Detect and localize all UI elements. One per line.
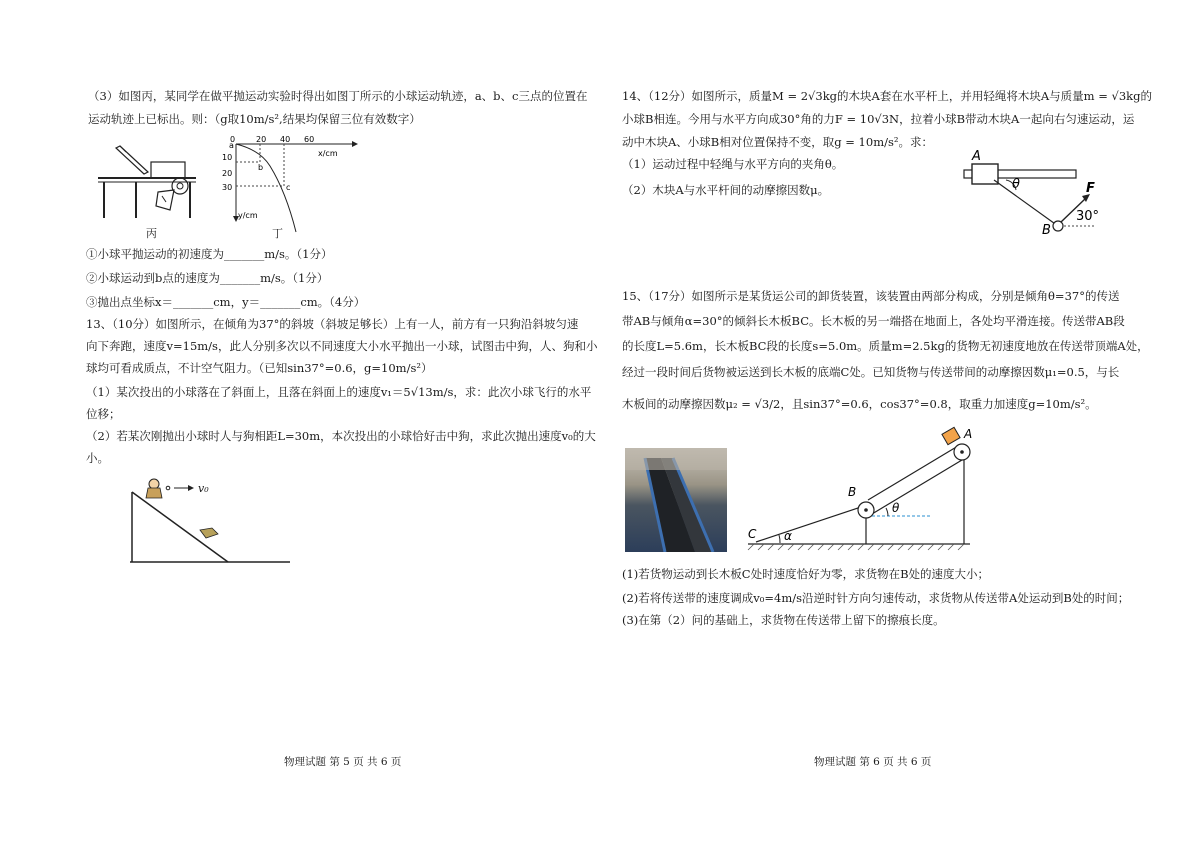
figure-bing-apparatus (96, 136, 206, 236)
axis-label: y/cm (238, 211, 258, 220)
text-line: （2）木块A与水平杆间的动摩擦因数μ。 (622, 183, 830, 197)
text-line: 13、（10分）如图所示，在倾角为37°的斜坡（斜坡足够长）上有一人，前方有一只狗沿斜坡匀速 (86, 317, 579, 331)
velocity-label: v₀ (198, 482, 209, 495)
text-line: 动中木块A、小球B相对位置保持不变，取g = 10m/s²。求： (622, 135, 933, 149)
page-footer: 物理试题 第 5 页 共 6 页 (284, 756, 402, 768)
point-c-label: C (748, 527, 757, 541)
text-line: 球均可看成质点，不计空气阻力。（已知sin37°=0.6，g=10m/s²） (86, 361, 433, 375)
person-icon (149, 479, 159, 489)
tick-label: 30 (222, 183, 233, 192)
text-line: 小。 (86, 451, 109, 465)
point-a-label: A (972, 149, 981, 164)
text-line: ①小球平抛运动的初速度为_______m/s。（1分） (86, 247, 333, 261)
tick-label: 20 (222, 169, 233, 178)
text-line: 运动轨迹上已标出。则：（g取10m/s²,结果均保留三位有效数字） (88, 112, 421, 126)
theta-label: θ (892, 501, 900, 515)
force-label: F (1086, 181, 1095, 196)
tick-label: 10 (222, 153, 233, 162)
text-line: ③抛出点坐标x＝_______cm，y＝_______cm。（4分） (86, 295, 366, 309)
text-line: （2）若某次刚抛出小球时人与狗相距L=30m，本次投出的小球恰好击中狗，求此次抛出速度v₀的大 (86, 429, 596, 443)
figure-14 (958, 150, 1106, 240)
point-b-label: B (848, 485, 857, 499)
dog-icon (200, 528, 218, 538)
text-line: 经过一段时间后货物被运送到长木板的底端C处。已知货物与传送带间的动摩擦因数μ₁=0.5，与长 (622, 365, 1120, 379)
text-line: （1）某次投出的小球落在了斜面上，且落在斜面上的速度v₁＝5√13m/s，求：此次小球飞行的水平 (86, 385, 592, 399)
point-label: a (229, 141, 234, 150)
text-line: (2)若将传送带的速度调成v₀=4m/s沿逆时针方向匀速传动，求货物从传送带A处运动到B处的时间； (622, 591, 1130, 605)
axis-label: x/cm (318, 149, 338, 158)
figure-ding-trajectory (220, 134, 360, 234)
tick-label: 60 (304, 135, 315, 144)
text-line: ②小球运动到b点的速度为_______m/s。（1分） (86, 271, 329, 285)
text-line: （3）如图丙，某同学在做平抛运动实验时得出如图丁所示的小球运动轨迹，a、b、c三点的位置在 (88, 89, 588, 103)
text-line: 小球B相连。今用与水平方向成30°角的力F = 10√3N，拉着小球B带动木块A一起向右匀速运动，运 (622, 112, 1135, 126)
text-line: 向下奔跑，速度v=15m/s，此人分别多次以不同速度大小水平抛出一小球，试图击中狗，人、狗和小 (86, 339, 598, 353)
text-line: （1）运动过程中轻绳与水平方向的夹角θ。 (622, 157, 844, 171)
text-line: (1)若货物运动到长木板C处时速度恰好为零，求货物在B处的速度大小； (622, 567, 990, 581)
angle-label: 30° (1076, 209, 1100, 224)
point-b-label: B (1042, 223, 1051, 238)
text-line: 木板间的动摩擦因数μ₂ = √3/2，且sin37°=0.6，cos37°=0.8，取重力加速度g=10m/s²。 (622, 397, 1097, 411)
text-line: 带AB与倾角α=30°的倾斜长木板BC。长木板的另一端搭在地面上，各处均平滑连接。传送带AB段 (622, 314, 1125, 328)
tick-label: 0 (230, 135, 236, 144)
text-line: 的长度L=5.6m，长木板BC段的长度s=5.0m。质量m=2.5kg的货物无初速度地放在传送带顶端A处， (622, 339, 1149, 353)
page-footer: 物理试题 第 6 页 共 6 页 (814, 756, 932, 768)
theta-label: θ (1012, 177, 1020, 192)
conveyor-photo (625, 448, 727, 552)
figure-13-slope (126, 474, 296, 570)
right-page (600, 0, 1200, 848)
text-line: (3)在第（2）问的基础上，求货物在传送带上留下的擦痕长度。 (622, 613, 945, 627)
figure-bing-label: 丙 (146, 227, 157, 240)
alpha-label: α (784, 529, 792, 543)
text-line: 15、（17分）如图所示是某货运公司的卸货装置，该装置由两部分构成，分别是倾角θ=37°的传送 (622, 289, 1120, 303)
point-label: b (258, 163, 264, 172)
point-a-label: A (964, 427, 973, 441)
figure-ding-label: 丁 (272, 227, 283, 240)
figure-15-conveyor (746, 426, 976, 554)
text-line: 14、（12分）如图所示，质量M = 2√3kg的木块A套在水平杆上，并用轻绳将木块A与质量m = √3kg的 (622, 89, 1152, 103)
tick-label: 40 (280, 135, 291, 144)
text-line: 位移； (86, 407, 121, 421)
tick-label: 20 (256, 135, 267, 144)
point-label: c (286, 183, 291, 192)
